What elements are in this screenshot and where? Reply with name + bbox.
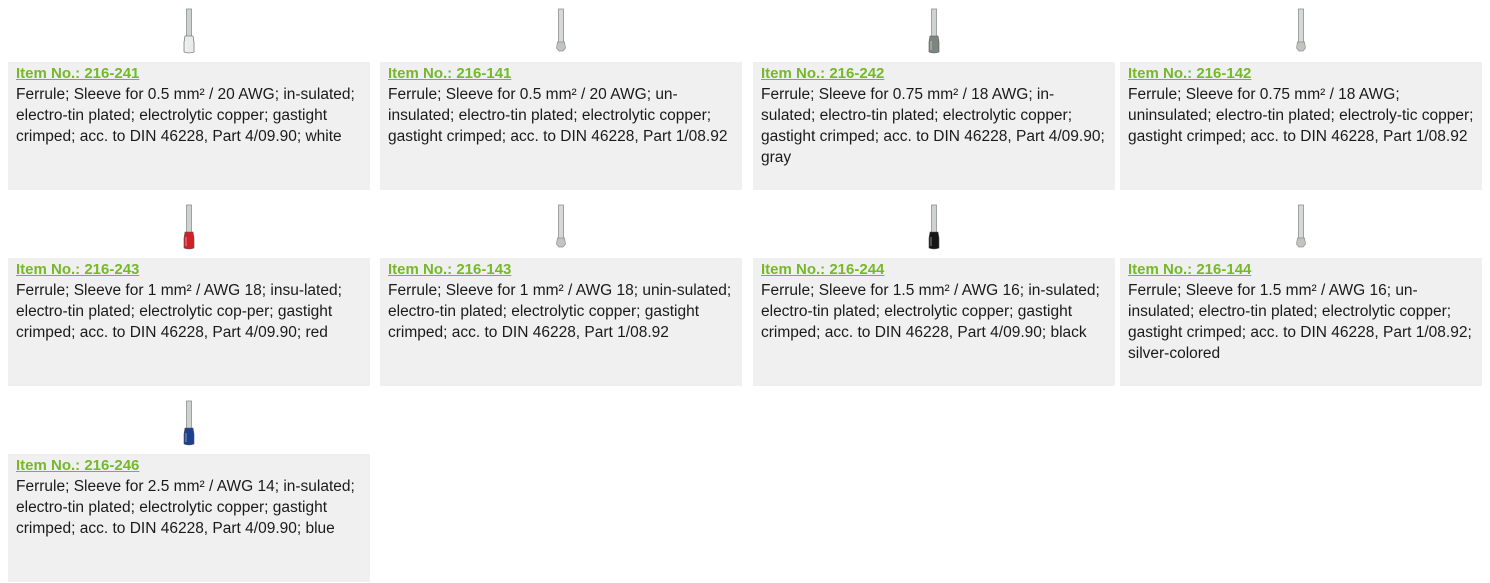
item-number-link[interactable]: Item No.: 216-141	[388, 65, 512, 82]
product-description: Ferrule; Sleeve for 1.5 mm² / AWG 16; in-sulated; electro-tin plated; electrolytic copper; gastight crimped; acc. to DIN 46228, Part 4/09.90; black	[761, 282, 1100, 341]
ferrule-icon	[927, 8, 941, 54]
product-description: Ferrule; Sleeve for 0.5 mm² / 20 AWG; un-insulated; electro-tin plated; electrolytic copper; gastight crimped; acc. to DIN 46228, Part 1/08.92	[388, 86, 728, 145]
ferrule-icon	[554, 8, 568, 54]
product-card	[8, 392, 370, 582]
product-image[interactable]	[1120, 0, 1482, 62]
product-card	[380, 0, 742, 190]
item-number-link[interactable]: Item No.: 216-242	[761, 65, 885, 82]
ferrule-icon	[182, 204, 196, 250]
product-image[interactable]	[380, 0, 742, 62]
ferrule-icon	[927, 204, 941, 250]
product-card	[8, 196, 370, 386]
product-card	[753, 0, 1115, 190]
product-description: Ferrule; Sleeve for 1 mm² / AWG 18; insu-lated; electro-tin plated; electrolytic cop-per; gastight crimped; acc. to DIN 46228, Part 4/09.90; red	[16, 282, 342, 341]
item-number-link[interactable]: Item No.: 216-241	[16, 65, 140, 82]
product-image[interactable]	[380, 196, 742, 258]
product-description: Ferrule; Sleeve for 1.5 mm² / AWG 16; un-insulated; electro-tin plated; electrolytic copper; gastight crimped; acc. to DIN 46228, Part 1/08.92; silver-colored	[1128, 282, 1472, 362]
product-description: Ferrule; Sleeve for 2.5 mm² / AWG 14; in-sulated; electro-tin plated; electrolytic copper; gastight crimped; acc. to DIN 46228, Part 4/09.90; blue	[16, 478, 355, 537]
ferrule-icon	[1294, 204, 1308, 250]
product-card	[753, 196, 1115, 386]
product-card	[1120, 196, 1482, 386]
product-image[interactable]	[753, 196, 1115, 258]
item-number-link[interactable]: Item No.: 216-246	[16, 457, 140, 474]
product-card	[380, 196, 742, 386]
ferrule-icon	[182, 400, 196, 446]
item-number-link[interactable]: Item No.: 216-243	[16, 261, 140, 278]
product-card	[8, 0, 370, 190]
ferrule-icon	[182, 8, 196, 54]
product-description: Ferrule; Sleeve for 0.75 mm² / 18 AWG; in-sulated; electro-tin plated; electrolytic copper; gastight crimped; acc. to DIN 46228, Part 4/09.90; gray	[761, 86, 1105, 166]
product-image[interactable]	[8, 0, 370, 62]
product-image[interactable]	[1120, 196, 1482, 258]
product-image[interactable]	[8, 392, 370, 454]
product-image[interactable]	[753, 0, 1115, 62]
ferrule-icon	[1294, 8, 1308, 54]
item-number-link[interactable]: Item No.: 216-244	[761, 261, 885, 278]
item-number-link[interactable]: Item No.: 216-142	[1128, 65, 1252, 82]
product-description: Ferrule; Sleeve for 1 mm² / AWG 18; unin-sulated; electro-tin plated; electrolytic copper; gastight crimped; acc. to DIN 46228, Part 1/08.92	[388, 282, 732, 341]
product-description: Ferrule; Sleeve for 0.75 mm² / 18 AWG; uninsulated; electro-tin plated; electroly-tic copper; gastight crimped; acc. to DIN 46228, Part 1/08.92	[1128, 86, 1474, 145]
product-description: Ferrule; Sleeve for 0.5 mm² / 20 AWG; in-sulated; electro-tin plated; electrolytic copper; gastight crimped; acc. to DIN 46228, Part 4/09.90; white	[16, 86, 355, 145]
item-number-link[interactable]: Item No.: 216-144	[1128, 261, 1252, 278]
product-card	[1120, 0, 1482, 190]
product-image[interactable]	[8, 196, 370, 258]
ferrule-icon	[554, 204, 568, 250]
item-number-link[interactable]: Item No.: 216-143	[388, 261, 512, 278]
